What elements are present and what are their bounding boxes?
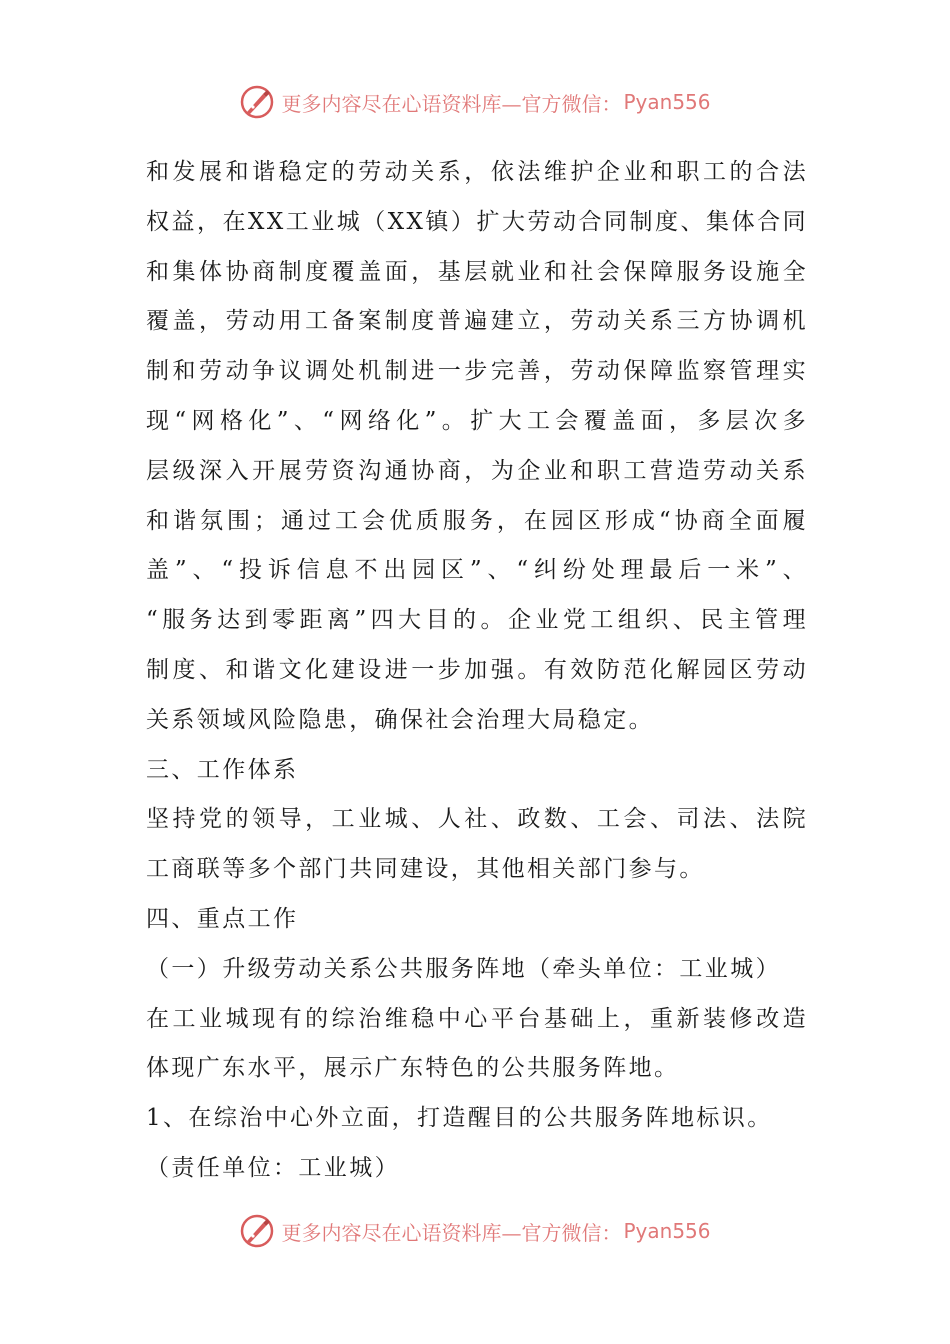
body-line: “服务达到零距离”四大目的。企业党工组织、民主管理 (146, 607, 808, 634)
body-line: 现“网格化”、“网络化”。扩大工会覆盖面，多层次多 (146, 407, 808, 434)
body-line: 体现广东水平，展示广东特色的公共服务阵地。 (146, 1055, 680, 1082)
body-line: 和发展和谐稳定的劳动关系，依法维护企业和职工的合法 (146, 159, 808, 185)
watermark-wechat-id: Pyan556 (623, 1219, 711, 1243)
body-line: 制度、和谐文化建设进一步加强。有效防范化解园区劳动 (146, 656, 808, 683)
body-line: 覆盖，劳动用工备案制度普遍建立，劳动关系三方协调机 (146, 308, 808, 335)
section-heading: 三、工作体系 (146, 756, 299, 783)
footer-watermark (0, 1211, 950, 1251)
section-heading: 四、重点工作 (146, 905, 299, 932)
responsible-unit-note: （责任单位：工业城） (146, 1154, 400, 1181)
header-watermark (0, 82, 950, 122)
pen-nib-logo-icon (239, 1213, 275, 1249)
body-line: 和谐氛围；通过工会优质服务，在园区形成“协商全面履 (146, 507, 808, 534)
document-body (146, 148, 808, 1194)
body-line: 盖”、“投诉信息不出园区”、“纠纷处理最后一米”、 (146, 557, 808, 584)
body-line: 工商联等多个部门共同建设，其他相关部门参与。 (146, 856, 705, 883)
subsection-heading: （一）升级劳动关系公共服务阵地（牵头单位：工业城） (146, 955, 781, 982)
list-item: 1、在综治中心外立面，打造醒目的公共服务阵地标识。 (146, 1105, 773, 1132)
body-line: 在工业城现有的综治维稳中心平台基础上，重新装修改造 (146, 1005, 808, 1032)
body-line: 和集体协商制度覆盖面，基层就业和社会保障服务设施全 (146, 258, 808, 285)
watermark-text: 更多内容尽在心语资料库—官方微信： (281, 1220, 622, 1245)
pen-nib-logo-icon (239, 84, 275, 120)
watermark-wechat-id: Pyan556 (623, 90, 711, 114)
watermark-text: 更多内容尽在心语资料库—官方微信： (281, 91, 622, 116)
body-line: 层级深入开展劳资沟通协商，为企业和职工营造劳动关系 (146, 457, 808, 484)
body-line: 坚持党的领导，工业城、人社、政数、工会、司法、法院 (146, 806, 808, 833)
body-line: 权益，在XX工业城（XX镇）扩大劳动合同制度、集体合同 (146, 208, 808, 235)
body-line: 制和劳动争议调处机制进一步完善，劳动保障监察管理实 (146, 358, 808, 385)
body-line: 关系领域风险隐患，确保社会治理大局稳定。 (146, 706, 654, 733)
